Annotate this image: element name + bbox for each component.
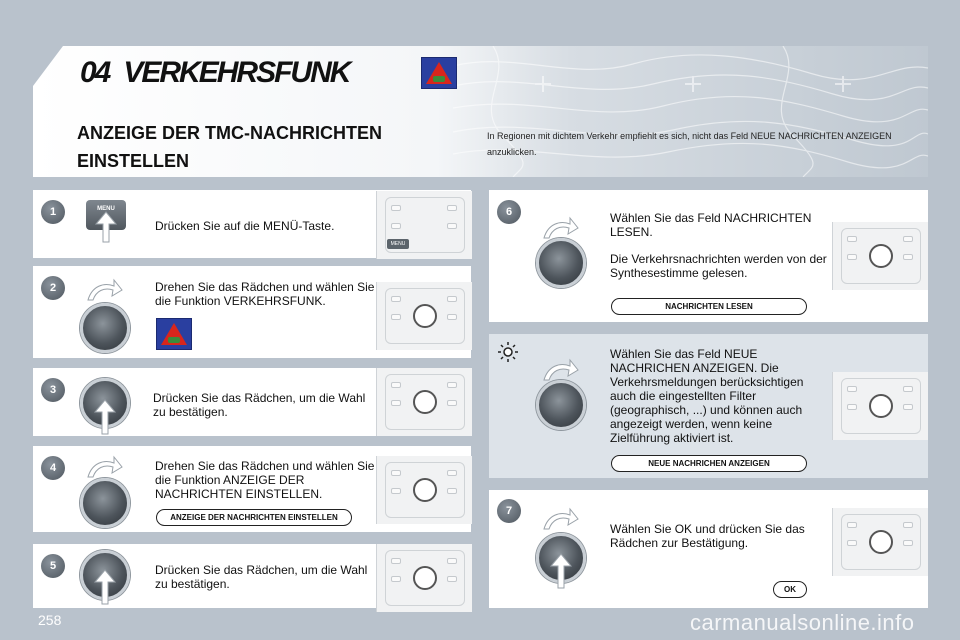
step-6-number: 6 [497,200,521,224]
traffic-warning-icon [421,57,457,89]
press-arrow-icon [549,552,573,590]
rotate-arrow-icon [84,455,124,479]
menu-key-highlight: MENU [387,239,409,249]
rotary-knob [80,303,130,353]
sun-icon [498,342,518,362]
step-3-number: 3 [41,378,65,402]
neue-nachrichen-anzeigen-button[interactable]: NEUE NACHRICHEN ANZEIGEN [611,455,807,472]
step-2-text: Drehen Sie das Rädchen und wählen Sie die Funktion VERKEHRSFUNK. [155,280,375,308]
radio-unit-illustration [376,191,472,259]
page-number: 258 [38,612,62,628]
step-6-text-1: Wählen Sie das Feld NACHRICHTEN LESEN. [610,211,812,239]
rotate-arrow-icon [540,507,580,531]
rotary-knob [80,478,130,528]
step-1-text: Drücken Sie auf die MENÜ-Taste. [155,219,335,233]
rotate-arrow-icon [84,278,124,302]
tip-text: Wählen Sie das Feld NEUE NACHRICHEN ANZEIGEN. Die Verkehrsmeldungen berücksichtigen auch die eingestellten Filter (geographisch, ...) und können auch angezeigt werden, wenn keine Zielführung aktiviert ist. [610,347,804,445]
step-7-number: 7 [497,499,521,523]
watermark: carmanualsonline.info [690,610,915,635]
step-7-text: Wählen Sie OK und drücken Sie das Rädchen zur Bestätigung. [610,522,805,550]
rotate-arrow-icon [540,216,580,240]
chapter-number: 04 [80,56,110,89]
step-5-text: Drücken Sie das Rädchen, um die Wahl zu bestätigen. [155,563,368,591]
step-2-number: 2 [41,276,65,300]
radio-unit-illustration [376,544,472,612]
intro-text: In Regionen mit dichtem Verkehr empfiehlt es sich, nicht das Feld NEUE NACHRICHTEN ANZEIGEN anzuklicken. [487,131,892,157]
ok-button[interactable]: OK [773,581,807,598]
press-arrow-icon [93,568,117,606]
rotary-knob [536,238,586,288]
radio-unit-illustration [376,456,472,524]
anzeige-nachrichten-button[interactable]: ANZEIGE DER NACHRICHTEN EINSTELLEN [156,509,352,526]
menu-key-icon: MENU [86,200,126,230]
rotary-knob [536,380,586,430]
step-4-number: 4 [41,456,65,480]
radio-unit-illustration [376,368,472,436]
rotate-arrow-icon [540,358,580,382]
radio-unit-illustration [832,372,928,440]
radio-unit-illustration [376,282,472,350]
radio-unit-illustration [832,222,928,290]
press-arrow-icon [94,210,118,244]
step-1-number: 1 [41,200,65,224]
section-title: ANZEIGE DER TMC-NACHRICHTEN EINSTELLEN [77,123,382,171]
step-6-text-2: Die Verkehrsnachrichten werden von der Synthesestimme gelesen. [610,252,827,280]
step-4-text: Drehen Sie das Rädchen und wählen Sie die Funktion ANZEIGE DER NACHRICHTEN EINSTELLEN. [155,459,375,501]
step-5-number: 5 [41,554,65,578]
step-3-text: Drücken Sie das Rädchen, um die Wahl zu bestätigen. [153,391,366,419]
traffic-warning-icon [156,318,192,350]
chapter-heading [80,56,349,90]
radio-unit-illustration [832,508,928,576]
press-arrow-icon [93,398,117,436]
nachrichten-lesen-button[interactable]: NACHRICHTEN LESEN [611,298,807,315]
chapter-title: VERKEHRSFUNK [123,56,350,89]
